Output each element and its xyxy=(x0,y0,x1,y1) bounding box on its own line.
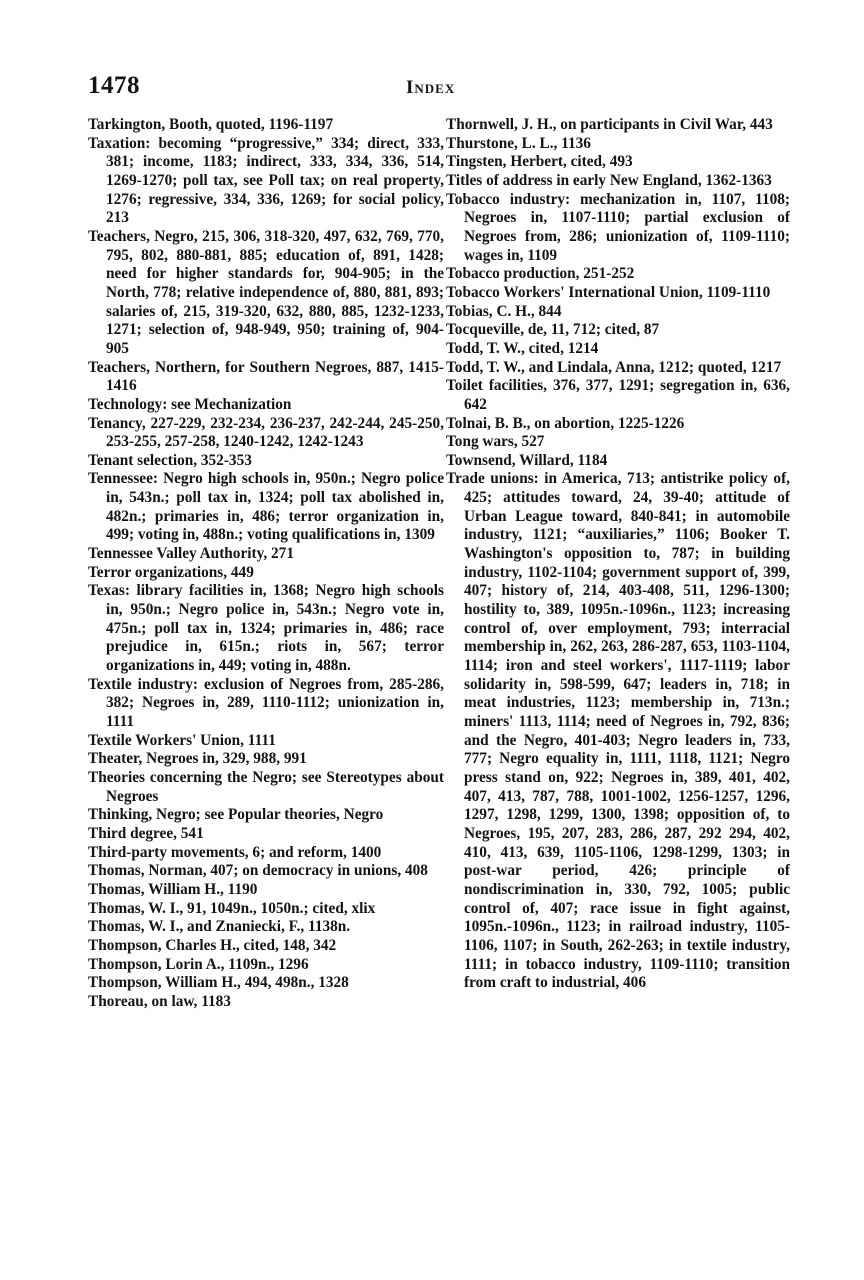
index-column-left xyxy=(88,116,444,1012)
index-entry: Toilet facilities, 376, 377, 1291; segregation in, 636, 642 xyxy=(446,377,790,413)
index-entry: Theater, Negroes in, 329, 988, 991 xyxy=(88,750,307,768)
index-entry: Tocqueville, de, 11, 712; cited, 87 xyxy=(446,321,660,339)
index-entry: Tarkington, Booth, quoted, 1196-1197 xyxy=(88,116,334,133)
index-entry: Textile industry: exclusion of Negroes from, 285-286, 382; Negroes in, 289, 1110-1112; unionization in, 1111 xyxy=(88,675,444,730)
index-entry: Thomas, W. I., 91, 1049n., 1050n.; cited, xlix xyxy=(88,899,376,917)
index-entry: Teachers, Negro, 215, 306, 318-320, 497, 632, 769, 770, 795, 802, 880-881, 885; education of, 891, 1428; need for higher standards for, 904-905; in the North, 778; relative independence of, 880, 881, 893; salaries of, 215, 319-320, 632, 880, 885, 1232-1233, 1271; selection of, 948-949, 950; training of, 904-905 xyxy=(88,227,444,357)
index-entry: Technology: see Mechanization xyxy=(88,395,292,413)
page-header xyxy=(88,72,788,108)
index-entry: Trade unions: in America, 713; antistrike policy of, 425; attitudes toward, 24, 39-40; attitude of Urban League toward, 840-841; in automobile industry, 1121; “auxiliaries,” 1106; Booker T. Washington's opposition to, 787; in building industry, 1102-1104; government support of, 399, 407; history of, 214, 403-408, 511, 1296-1300; hostility to, 389, 1095n.-1096n., 1123; increasing control of, over employment, 793; interracial membership in, 262, 263, 286-287, 653, 1103-1104, 1114; iron and steel workers', 1117-1119; labor solidarity in, 598-599, 647; leaders in, 718; in meat industries, 1123; membership in, 713n.; miners' 1113, 1114; need of Negroes in, 792, 836; and the Negro, 401-403; Negro leaders in, 733, 777; Negro equality in, 1111, 1118, 1121; Negro press stand on, 922; Negroes in, 389, 401, 402, 407, 413, 787, 788, 1001-1002, 1256-1257, 1296, 1297, 1298, 1299, 1300, 1398; opposition of, to Negroes, 195, 207, 283, 286, 287, 292 294, 402, 410, 413, 639, 1105-1106, 1298-1299, 1303; in post-war period, 426; principle of nondiscrimination in, 330, 792, 1005; public control of, 407; race issue in fight against, 1095n.-1096n., 1123; in railroad industry, 1105-1106, 1107; in South, 262-263; in textile industry, 1111; in tobacco industry, 1109-1110; transition from craft to industrial, 406 xyxy=(446,470,790,992)
index-entry: Third degree, 541 xyxy=(88,824,204,842)
index-entry: Thinking, Negro; see Popular theories, Negro xyxy=(88,806,384,824)
index-entry: Todd, T. W., and Lindala, Anna, 1212; quoted, 1217 xyxy=(446,358,782,376)
index-entry: Thomas, W. I., and Znaniecki, F., 1138n. xyxy=(88,918,351,936)
index-entry: Thurstone, L. L., 1136 xyxy=(446,134,591,152)
index-entry: Thompson, Charles H., cited, 148, 342 xyxy=(88,936,337,954)
index-entry: Texas: library facilities in, 1368; Negro high schools in, 950n.; Negro police in, 543n.; Negro vote in, 475n.; poll tax in, 1324; primaries in, 486; race prejudice in, 615n.; riots in, 567; terror organizations in, 449; voting in, 488n. xyxy=(88,582,444,675)
index-entry: Tenancy, 227-229, 232-234, 236-237, 242-244, 245-250, 253-255, 257-258, 1240-1242, 1242-1243 xyxy=(88,414,444,451)
index-entry: Tong wars, 527 xyxy=(446,433,545,451)
index-entry: Third-party movements, 6; and reform, 1400 xyxy=(88,843,382,861)
index-entry: Thomas, William H., 1190 xyxy=(88,880,258,898)
index-entry: Thomas, Norman, 407; on democracy in unions, 408 xyxy=(88,862,428,880)
index-entry: Thompson, William H., 494, 498n., 1328 xyxy=(88,974,349,992)
index-entry: Tobacco Workers' International Union, 1109-1110 xyxy=(446,283,771,301)
index-column-right xyxy=(446,116,790,993)
page-number: 1478 xyxy=(88,72,140,99)
index-entry: Tobias, C. H., 844 xyxy=(446,302,562,320)
index-entry: Tennessee Valley Authority, 271 xyxy=(88,545,294,563)
index-entry: Tobacco production, 251-252 xyxy=(446,265,635,283)
index-entry: Terror organizations, 449 xyxy=(88,563,254,581)
index-entry: Teachers, Northern, for Southern Negroes, 887, 1415-1416 xyxy=(88,358,444,395)
index-entry: Tenant selection, 352-353 xyxy=(88,451,252,469)
index-entry: Tobacco industry: mechanization in, 1107, 1108; Negroes in, 1107-1110; partial exclusion of Negroes from, 286; unionization of, 1109-1110; wages in, 1109 xyxy=(446,190,790,264)
index-entry: Tingsten, Herbert, cited, 493 xyxy=(446,153,633,171)
index-entry: Townsend, Willard, 1184 xyxy=(446,451,608,469)
index-entry: Todd, T. W., cited, 1214 xyxy=(446,339,599,357)
index-entry: Tolnai, B. B., on abortion, 1225-1226 xyxy=(446,414,685,432)
index-entry: Tennessee: Negro high schools in, 950n.; Negro police in, 543n.; poll tax in, 1324; poll tax abolished in, 482n.; primaries in, 486; terror organization in, 499; voting in, 488n.; voting qualifications in, 1309 xyxy=(88,470,444,544)
index-entry: Thoreau, on law, 1183 xyxy=(88,992,231,1010)
running-title: Index xyxy=(406,77,456,98)
index-entry: Theories concerning the Negro; see Stereotypes about Negroes xyxy=(88,768,444,805)
index-entry: Titles of address in early New England, 1362-1363 xyxy=(446,171,772,189)
index-entry: Thornwell, J. H., on participants in Civil War, 443 xyxy=(446,116,773,133)
index-entry: Thompson, Lorin A., 1109n., 1296 xyxy=(88,955,309,973)
index-entry: Taxation: becoming “progressive,” 334; direct, 333, 381; income, 1183; indirect, 333, 334, 336, 514, 1269-1270; poll tax, see Poll tax; on real property, 1276; regressive, 334, 336, 1269; for social policy, 213 xyxy=(88,134,444,227)
index-entry: Textile Workers' Union, 1111 xyxy=(88,731,276,749)
